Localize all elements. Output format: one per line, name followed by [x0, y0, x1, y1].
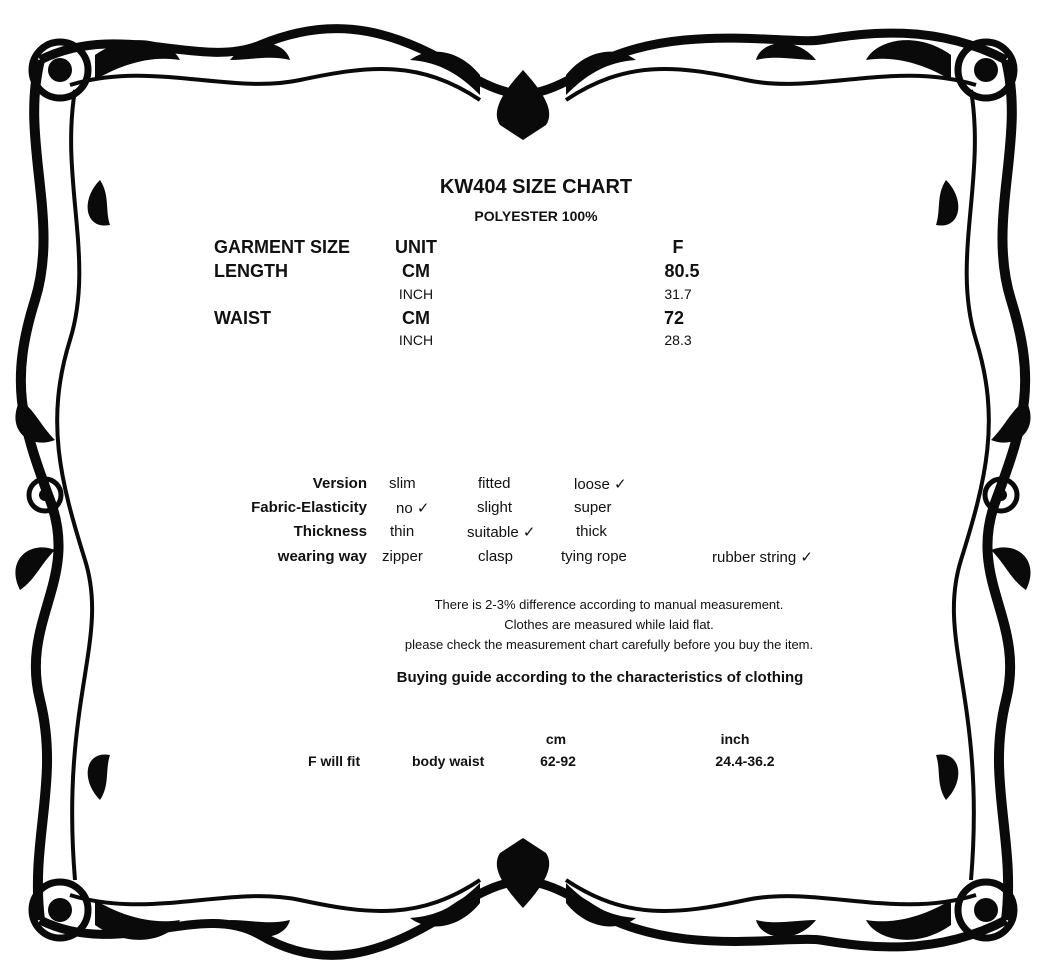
attr-wearing-way-option: zipper [382, 548, 423, 565]
attr-wearing-way-option-selected: rubber string ✓ [712, 549, 813, 566]
attr-wearing-way-option: clasp [478, 548, 514, 565]
fit-header-inch: inch [720, 731, 750, 747]
attr-thickness-option-selected: suitable ✓ [467, 524, 536, 541]
chart-title: KW404 SIZE CHART [439, 176, 633, 198]
corner-swirl-top-left [32, 40, 180, 98]
bottom-center-ornament [410, 838, 636, 926]
note-line: Clothes are measured while laid flat. [504, 617, 714, 632]
attr-elasticity-label: Fabric-Elasticity [251, 499, 367, 516]
attr-version-option: slim [389, 475, 416, 492]
note-line: There is 2-3% difference according to manual measurement. [434, 597, 784, 612]
attr-version-option: fitted [478, 475, 511, 492]
attr-version-label: Version [312, 475, 367, 492]
row-length-value: 80.5 [664, 261, 700, 281]
note-line: please check the measurement chart carefully before you buy the item. [404, 637, 814, 652]
row-waist-value: 72 [663, 308, 685, 328]
buying-guide-title: Buying guide according to the characteristics of clothing [396, 669, 804, 686]
row-length-name: LENGTH [214, 261, 288, 281]
row-waist-name: WAIST [214, 308, 271, 328]
fit-size-label: F will fit [308, 753, 361, 769]
attr-wearing-way-option: tying rope [561, 548, 627, 565]
row-waist-unit: CM [402, 308, 430, 328]
fit-header-cm: cm [545, 731, 567, 747]
attr-elasticity-option: super [574, 499, 612, 516]
material-subtitle: POLYESTER 100% [474, 208, 598, 224]
attr-elasticity-option-selected: no ✓ [396, 500, 430, 517]
fit-body-part: body waist [412, 753, 485, 769]
attr-wearing-way-label: wearing way [277, 548, 367, 565]
row-waist-inch-unit: INCH [398, 332, 434, 348]
header-size-f: F [672, 237, 684, 257]
fit-inch-range: 24.4-36.2 [715, 753, 775, 769]
attr-thickness-option: thin [390, 523, 415, 540]
attr-thickness-label: Thickness [293, 523, 367, 540]
row-waist-inch-value: 28.3 [664, 332, 692, 348]
row-length-inch-value: 31.7 [664, 286, 692, 302]
header-unit: UNIT [395, 237, 437, 257]
header-garment-size: GARMENT SIZE [214, 237, 351, 257]
corner-swirl-bottom-left [32, 882, 180, 940]
attr-elasticity-option: slight [477, 499, 513, 516]
row-length-inch-unit: INCH [398, 286, 434, 302]
top-center-ornament [410, 52, 636, 140]
attr-version-option-selected: loose ✓ [574, 476, 627, 493]
fit-cm-range: 62-92 [540, 753, 576, 769]
attr-thickness-option: thick [576, 523, 607, 540]
row-length-unit: CM [402, 261, 430, 281]
